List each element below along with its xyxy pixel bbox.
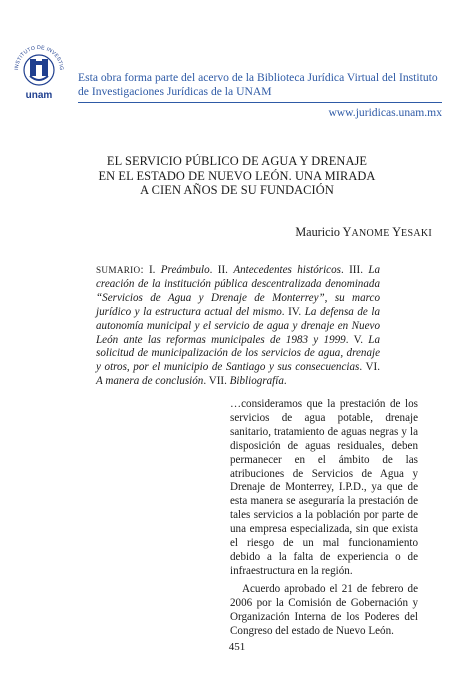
title-line: A CIEN AÑOS DE SU FUNDACIÓN — [140, 183, 334, 198]
author-surname-1: YANOME — [342, 225, 390, 239]
page-number: 451 — [228, 641, 246, 653]
summary-item: II. Antecedentes históricos. — [217, 264, 344, 276]
summary-item: IV. La defensa de la autonomía municipal y el servicio de agua y drenaje en Nuevo León ante las reformas municipales de 1983 y 1999. — [96, 305, 380, 346]
logo-label: unam — [25, 90, 53, 101]
author-first-name: Mauricio — [295, 225, 341, 239]
header-line-2: de Investigaciones Jurídicas de la UNAM — [78, 84, 272, 98]
title-line: EL SERVICIO PÚBLICO DE AGUA Y DRENAJE — [106, 154, 368, 168]
summary-label: SUMARIO — [96, 265, 141, 275]
epigraph-source: Acuerdo aprobado el 21 de febrero de 2006 por la Comisión de Gobernación y Organización Interna de los Poderes del Congreso del estado de Nuevo León. — [230, 582, 418, 637]
unam-iij-logo — [10, 40, 68, 102]
epigraph-text: …consideramos que la prestación de los servicios de agua potable, drenaje sanitario, tratamiento de aguas negras y la disposición de aguas residuales, deben permanecer en el ámbito de las atribuciones de Servicios de Agua y Drenaje de Monterrey, I.P.D., ya que de esta manera se aseguraría la prestación de tales servicios a la población por parte de una empresa especializada, sin que exista el riesgo de un mal funcionamiento debido a la falta de experiencia o de infraestructura en la región. — [230, 398, 418, 577]
title-line: EN EL ESTADO DE NUEVO LEÓN. UNA MIRADA — [98, 168, 376, 183]
header-divider — [78, 102, 442, 103]
summary-item: V. La solicitud de municipalización de los servicios de agua, drenaje y otros, por el municipio de Santiago y sus consecuencias. — [96, 333, 380, 374]
header-url-link[interactable]: www.juridicas.unam.mx — [328, 106, 442, 119]
summary-item: VII. Bibliografía. — [208, 375, 287, 388]
header-notice — [78, 71, 458, 98]
header-line-1: Esta obra forma parte del acervo de la Biblioteca Jurídica Virtual del Instituto — [78, 71, 438, 84]
article-title — [40, 154, 434, 198]
epigraph — [230, 398, 418, 638]
summary-block: SUMARIO: I. Preámbulo. II. Antecedentes históricos. III. La creación de la institución pública descentralizada denominada “Servicios de Agua y Drenaje de Monterrey”, su marco jurídico y la estructura actual del mismo. IV. La defensa de la autonomía municipal y el servicio de agua y drenaje en Nuevo León ante las reformas municipales de 1983 y 1999. V. La solicitud de municipalización de los servicios de agua, drenaje y otros, por el municipio de Santiago y sus consecuencias. VI. A manera de conclusión. VII. Bibliografía. — [96, 264, 381, 388]
summary-item: I. Preámbulo. — [148, 264, 213, 276]
summary-item: III. La creación de la institución pública descentralizada denominada “Servicios de Agua y Drenaje de Monterrey”, su marco jurídico y la estructura actual del mismo. — [96, 264, 381, 318]
logo-emblem-icon — [10, 40, 68, 102]
article-author — [295, 225, 432, 240]
author-surname-2: YESAKI — [392, 225, 432, 239]
logo-ring-text: INSTITUTO DE INVESTIG — [13, 44, 65, 71]
summary-item: VI. A manera de conclusión. — [96, 361, 381, 388]
